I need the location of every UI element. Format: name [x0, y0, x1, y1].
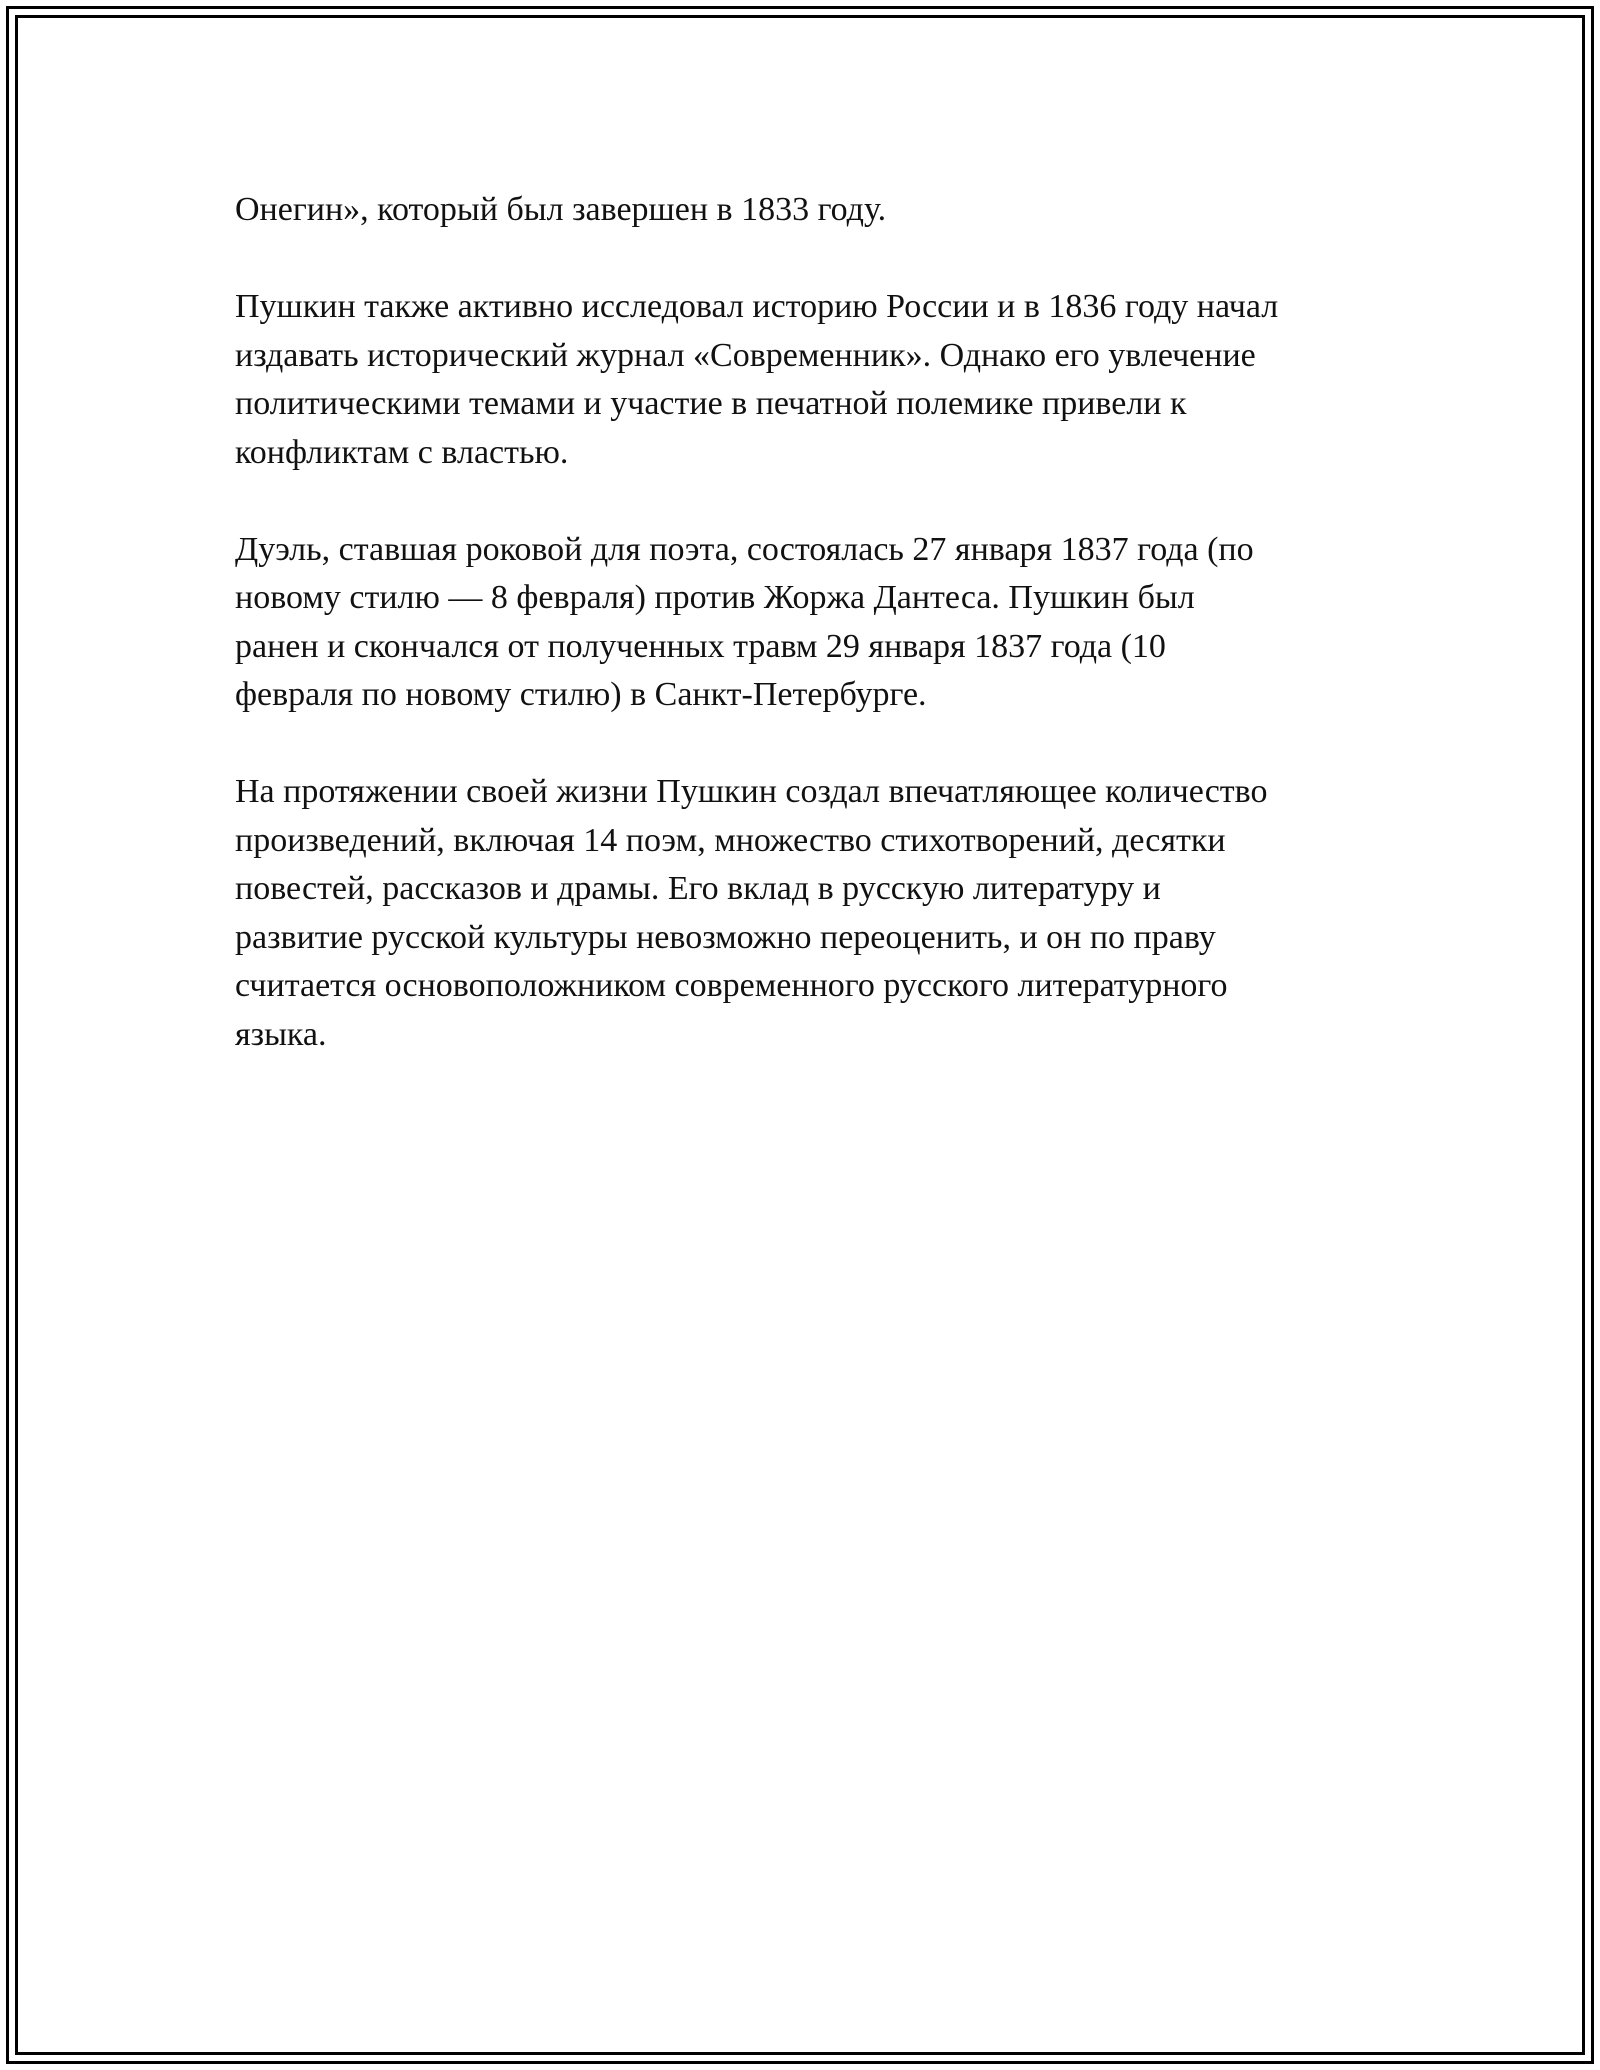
- text-line: новому стилю — 8 февраля) против Жоржа Дантеса. Пушкин был: [235, 579, 1195, 616]
- text-line: политическими темами и участие в печатной полемике привели к: [235, 385, 1187, 422]
- text-line: февраля по новому стилю) в Санкт-Петербурге.: [235, 676, 927, 713]
- text-line: На протяжении своей жизни Пушкин создал впечатляющее количество: [235, 773, 1268, 810]
- text-line: Онегин», который был завершен в 1833 году.: [235, 191, 887, 228]
- paragraph-continuation: [235, 186, 1395, 235]
- text-line: Пушкин также активно исследовал историю России и в 1836 году начал: [235, 288, 1279, 325]
- text-line: считается основоположником современного русского литературного: [235, 967, 1228, 1004]
- text-line: развитие русской культуры невозможно переоценить, и он по праву: [235, 918, 1216, 956]
- text-line: издавать исторический журнал «Современник». Однако его увлечение: [235, 336, 1256, 374]
- text-line: конфликтам с властью.: [235, 433, 569, 471]
- paragraph-duel: [235, 526, 1395, 720]
- text-line: ранен и скончался от полученных травм 29 января 1837 года (10: [235, 627, 1166, 665]
- document-body: [235, 186, 1395, 1108]
- paragraph-history-research: [235, 283, 1395, 477]
- text-line: языка.: [235, 1015, 327, 1053]
- text-line: Дуэль, ставшая роковой для поэта, состоялась 27 января 1837 года (по: [235, 530, 1254, 568]
- paragraph-legacy: [235, 768, 1395, 1059]
- text-line: произведений, включая 14 поэм, множество стихотворений, десятки: [235, 821, 1226, 859]
- text-line: повестей, рассказов и драмы. Его вклад в русскую литературу и: [235, 870, 1161, 907]
